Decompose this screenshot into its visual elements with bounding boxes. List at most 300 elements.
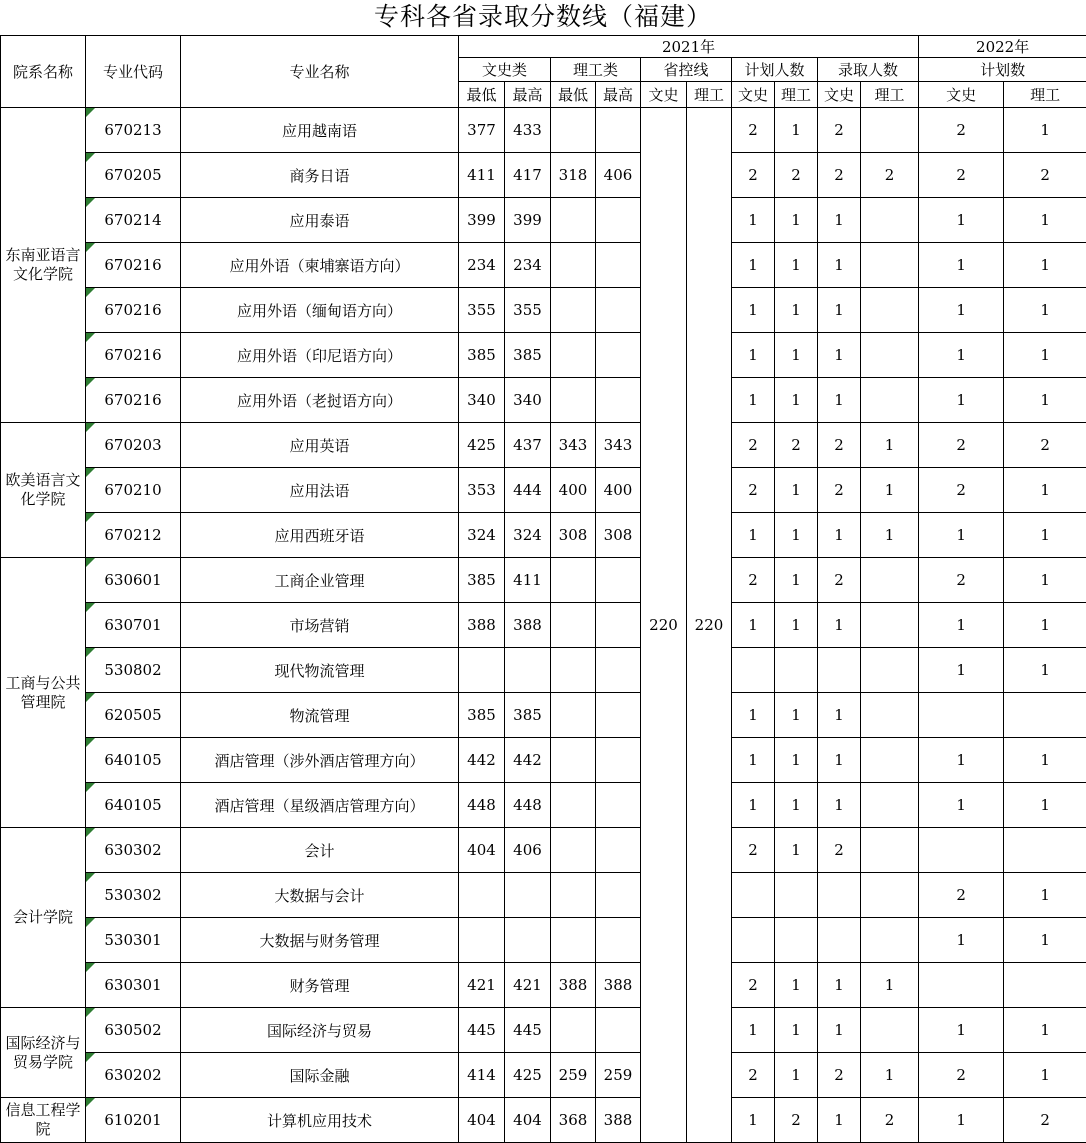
ligong-max-cell[interactable]: [596, 108, 641, 153]
wenshi-max-cell[interactable]: [505, 648, 551, 693]
major-name-cell[interactable]: 应用泰语: [181, 198, 459, 243]
ligong-max-cell[interactable]: 308: [596, 513, 641, 558]
plan2022-wenshi-cell[interactable]: 1: [919, 198, 1004, 243]
wenshi-min-cell[interactable]: 353: [459, 468, 505, 513]
admit-ligong-cell[interactable]: [861, 558, 919, 603]
plan2022-wenshi-cell[interactable]: 2: [919, 1053, 1004, 1098]
admit-ligong-cell[interactable]: [861, 828, 919, 873]
plan-ligong-cell[interactable]: 1: [775, 738, 818, 783]
major-code-cell[interactable]: 630301: [86, 963, 181, 1008]
wenshi-min-cell[interactable]: 385: [459, 558, 505, 603]
plan-wenshi-cell[interactable]: 1: [732, 693, 775, 738]
plan-ligong-cell[interactable]: 2: [775, 1098, 818, 1143]
admit-wenshi-cell[interactable]: 1: [818, 333, 861, 378]
header-line-wenshi[interactable]: 文史: [641, 82, 687, 108]
wenshi-max-cell[interactable]: 406: [505, 828, 551, 873]
plan2022-ligong-cell[interactable]: 1: [1004, 333, 1086, 378]
plan-ligong-cell[interactable]: 1: [775, 243, 818, 288]
admit-wenshi-cell[interactable]: 2: [818, 828, 861, 873]
wenshi-min-cell[interactable]: 448: [459, 783, 505, 828]
admit-wenshi-cell[interactable]: 1: [818, 198, 861, 243]
ligong-min-cell[interactable]: [551, 918, 596, 963]
ligong-max-cell[interactable]: [596, 873, 641, 918]
plan2022-ligong-cell[interactable]: 1: [1004, 558, 1086, 603]
wenshi-max-cell[interactable]: 425: [505, 1053, 551, 1098]
plan2022-ligong-cell[interactable]: 1: [1004, 1053, 1086, 1098]
plan-wenshi-cell[interactable]: 1: [732, 198, 775, 243]
ligong-max-cell[interactable]: 343: [596, 423, 641, 468]
ligong-min-cell[interactable]: [551, 738, 596, 783]
wenshi-min-cell[interactable]: 355: [459, 288, 505, 333]
major-code-cell[interactable]: 630701: [86, 603, 181, 648]
admit-wenshi-cell[interactable]: 2: [818, 558, 861, 603]
ligong-min-cell[interactable]: [551, 378, 596, 423]
admit-wenshi-cell[interactable]: 1: [818, 288, 861, 333]
ligong-min-cell[interactable]: 388: [551, 963, 596, 1008]
plan2022-wenshi-cell[interactable]: 1: [919, 288, 1004, 333]
header-line-ligong[interactable]: 理工: [687, 82, 732, 108]
plan2022-wenshi-cell[interactable]: 1: [919, 333, 1004, 378]
major-code-cell[interactable]: 670205: [86, 153, 181, 198]
province-line-wenshi-cell[interactable]: 220: [641, 108, 687, 1143]
plan2022-wenshi-cell[interactable]: 2: [919, 153, 1004, 198]
ligong-min-cell[interactable]: 308: [551, 513, 596, 558]
header-2022-wenshi[interactable]: 文史: [919, 82, 1004, 108]
wenshi-min-cell[interactable]: 445: [459, 1008, 505, 1053]
plan-ligong-cell[interactable]: 1: [775, 378, 818, 423]
header-plan-count-2022[interactable]: 计划数: [919, 58, 1086, 82]
header-2022-ligong[interactable]: 理工: [1004, 82, 1086, 108]
ligong-min-cell[interactable]: [551, 198, 596, 243]
admit-wenshi-cell[interactable]: [818, 873, 861, 918]
plan-ligong-cell[interactable]: 1: [775, 1008, 818, 1053]
plan2022-wenshi-cell[interactable]: [919, 963, 1004, 1008]
major-name-cell[interactable]: 应用英语: [181, 423, 459, 468]
wenshi-min-cell[interactable]: 385: [459, 333, 505, 378]
wenshi-max-cell[interactable]: [505, 873, 551, 918]
major-name-cell[interactable]: 现代物流管理: [181, 648, 459, 693]
plan2022-ligong-cell[interactable]: 1: [1004, 378, 1086, 423]
ligong-min-cell[interactable]: [551, 603, 596, 648]
major-name-cell[interactable]: 商务日语: [181, 153, 459, 198]
header-year-2022[interactable]: 2022年: [919, 36, 1086, 58]
plan-ligong-cell[interactable]: [775, 648, 818, 693]
dept-name-cell[interactable]: 东南亚语言文化学院: [1, 108, 86, 423]
wenshi-max-cell[interactable]: 442: [505, 738, 551, 783]
plan-wenshi-cell[interactable]: 1: [732, 333, 775, 378]
major-name-cell[interactable]: 工商企业管理: [181, 558, 459, 603]
admit-wenshi-cell[interactable]: 2: [818, 108, 861, 153]
plan2022-wenshi-cell[interactable]: [919, 828, 1004, 873]
plan2022-ligong-cell[interactable]: 1: [1004, 738, 1086, 783]
wenshi-max-cell[interactable]: 448: [505, 783, 551, 828]
ligong-min-cell[interactable]: 343: [551, 423, 596, 468]
plan-wenshi-cell[interactable]: 1: [732, 243, 775, 288]
major-name-cell[interactable]: 大数据与会计: [181, 873, 459, 918]
plan-ligong-cell[interactable]: 1: [775, 108, 818, 153]
major-name-cell[interactable]: 应用越南语: [181, 108, 459, 153]
plan2022-wenshi-cell[interactable]: 1: [919, 738, 1004, 783]
plan-wenshi-cell[interactable]: 2: [732, 108, 775, 153]
wenshi-min-cell[interactable]: 404: [459, 828, 505, 873]
admit-wenshi-cell[interactable]: 1: [818, 1008, 861, 1053]
wenshi-min-cell[interactable]: 399: [459, 198, 505, 243]
plan2022-wenshi-cell[interactable]: 1: [919, 648, 1004, 693]
plan-wenshi-cell[interactable]: 1: [732, 513, 775, 558]
major-code-cell[interactable]: 530302: [86, 873, 181, 918]
wenshi-max-cell[interactable]: [505, 918, 551, 963]
major-code-cell[interactable]: 670216: [86, 243, 181, 288]
wenshi-max-cell[interactable]: 421: [505, 963, 551, 1008]
plan2022-ligong-cell[interactable]: 1: [1004, 513, 1086, 558]
wenshi-max-cell[interactable]: 388: [505, 603, 551, 648]
plan2022-ligong-cell[interactable]: 1: [1004, 873, 1086, 918]
plan-wenshi-cell[interactable]: [732, 918, 775, 963]
admit-ligong-cell[interactable]: [861, 783, 919, 828]
plan2022-wenshi-cell[interactable]: 1: [919, 603, 1004, 648]
ligong-max-cell[interactable]: [596, 738, 641, 783]
plan-ligong-cell[interactable]: 1: [775, 558, 818, 603]
plan-ligong-cell[interactable]: 1: [775, 513, 818, 558]
plan-wenshi-cell[interactable]: 1: [732, 1098, 775, 1143]
admit-wenshi-cell[interactable]: 1: [818, 243, 861, 288]
admit-ligong-cell[interactable]: [861, 288, 919, 333]
wenshi-min-cell[interactable]: [459, 918, 505, 963]
major-code-cell[interactable]: 670216: [86, 288, 181, 333]
plan2022-wenshi-cell[interactable]: 1: [919, 513, 1004, 558]
dept-name-cell[interactable]: 信息工程学院: [1, 1098, 86, 1143]
admit-ligong-cell[interactable]: [861, 693, 919, 738]
ligong-min-cell[interactable]: 318: [551, 153, 596, 198]
ligong-max-cell[interactable]: [596, 783, 641, 828]
header-wenshi-class[interactable]: 文史类: [459, 58, 551, 82]
wenshi-max-cell[interactable]: 444: [505, 468, 551, 513]
header-plan-ligong[interactable]: 理工: [775, 82, 818, 108]
ligong-max-cell[interactable]: [596, 603, 641, 648]
plan2022-wenshi-cell[interactable]: 2: [919, 108, 1004, 153]
major-code-cell[interactable]: 630502: [86, 1008, 181, 1053]
admit-wenshi-cell[interactable]: 1: [818, 783, 861, 828]
ligong-max-cell[interactable]: 400: [596, 468, 641, 513]
plan2022-ligong-cell[interactable]: 1: [1004, 198, 1086, 243]
admit-wenshi-cell[interactable]: 1: [818, 963, 861, 1008]
plan-wenshi-cell[interactable]: 2: [732, 468, 775, 513]
major-name-cell[interactable]: 计算机应用技术: [181, 1098, 459, 1143]
ligong-max-cell[interactable]: [596, 918, 641, 963]
plan-wenshi-cell[interactable]: [732, 648, 775, 693]
major-name-cell[interactable]: 应用法语: [181, 468, 459, 513]
plan-ligong-cell[interactable]: 2: [775, 423, 818, 468]
wenshi-max-cell[interactable]: 445: [505, 1008, 551, 1053]
major-code-cell[interactable]: 670216: [86, 378, 181, 423]
admit-wenshi-cell[interactable]: 2: [818, 468, 861, 513]
plan2022-ligong-cell[interactable]: 1: [1004, 918, 1086, 963]
header-admit-wenshi[interactable]: 文史: [818, 82, 861, 108]
ligong-min-cell[interactable]: [551, 873, 596, 918]
wenshi-min-cell[interactable]: 377: [459, 108, 505, 153]
plan2022-wenshi-cell[interactable]: 2: [919, 468, 1004, 513]
major-code-cell[interactable]: 530301: [86, 918, 181, 963]
ligong-min-cell[interactable]: [551, 1008, 596, 1053]
admit-ligong-cell[interactable]: 1: [861, 513, 919, 558]
admit-ligong-cell[interactable]: 2: [861, 1098, 919, 1143]
ligong-min-cell[interactable]: [551, 288, 596, 333]
dept-name-cell[interactable]: 会计学院: [1, 828, 86, 1008]
header-wenshi-min[interactable]: 最低: [459, 82, 505, 108]
wenshi-min-cell[interactable]: 385: [459, 693, 505, 738]
ligong-max-cell[interactable]: 259: [596, 1053, 641, 1098]
admit-ligong-cell[interactable]: [861, 648, 919, 693]
plan-ligong-cell[interactable]: 1: [775, 288, 818, 333]
major-code-cell[interactable]: 670214: [86, 198, 181, 243]
plan-wenshi-cell[interactable]: 2: [732, 963, 775, 1008]
plan2022-wenshi-cell[interactable]: 1: [919, 1008, 1004, 1053]
plan-wenshi-cell[interactable]: 2: [732, 828, 775, 873]
plan2022-ligong-cell[interactable]: 2: [1004, 153, 1086, 198]
plan2022-ligong-cell[interactable]: 1: [1004, 783, 1086, 828]
wenshi-min-cell[interactable]: 324: [459, 513, 505, 558]
admit-ligong-cell[interactable]: [861, 198, 919, 243]
plan2022-ligong-cell[interactable]: 1: [1004, 243, 1086, 288]
plan2022-wenshi-cell[interactable]: 1: [919, 918, 1004, 963]
plan2022-wenshi-cell[interactable]: 1: [919, 378, 1004, 423]
major-code-cell[interactable]: 670213: [86, 108, 181, 153]
admit-ligong-cell[interactable]: 1: [861, 1053, 919, 1098]
admit-ligong-cell[interactable]: 1: [861, 423, 919, 468]
wenshi-max-cell[interactable]: 385: [505, 333, 551, 378]
wenshi-min-cell[interactable]: 421: [459, 963, 505, 1008]
plan-ligong-cell[interactable]: 1: [775, 333, 818, 378]
plan2022-ligong-cell[interactable]: [1004, 963, 1086, 1008]
plan-ligong-cell[interactable]: 1: [775, 963, 818, 1008]
plan2022-ligong-cell[interactable]: [1004, 693, 1086, 738]
plan-wenshi-cell[interactable]: 1: [732, 738, 775, 783]
admit-wenshi-cell[interactable]: 1: [818, 1098, 861, 1143]
major-name-cell[interactable]: 大数据与财务管理: [181, 918, 459, 963]
dept-name-cell[interactable]: 工商与公共管理院: [1, 558, 86, 828]
plan2022-wenshi-cell[interactable]: 1: [919, 783, 1004, 828]
wenshi-min-cell[interactable]: 340: [459, 378, 505, 423]
admit-ligong-cell[interactable]: [861, 333, 919, 378]
major-name-cell[interactable]: 酒店管理（涉外酒店管理方向）: [181, 738, 459, 783]
wenshi-max-cell[interactable]: 324: [505, 513, 551, 558]
ligong-max-cell[interactable]: [596, 558, 641, 603]
ligong-max-cell[interactable]: [596, 1008, 641, 1053]
province-line-ligong-cell[interactable]: 220: [687, 108, 732, 1143]
ligong-min-cell[interactable]: [551, 828, 596, 873]
ligong-min-cell[interactable]: 400: [551, 468, 596, 513]
admit-ligong-cell[interactable]: [861, 738, 919, 783]
plan-wenshi-cell[interactable]: 1: [732, 288, 775, 333]
ligong-max-cell[interactable]: [596, 693, 641, 738]
major-name-cell[interactable]: 财务管理: [181, 963, 459, 1008]
admit-wenshi-cell[interactable]: 2: [818, 153, 861, 198]
major-name-cell[interactable]: 应用外语（老挝语方向）: [181, 378, 459, 423]
ligong-min-cell[interactable]: [551, 558, 596, 603]
ligong-max-cell[interactable]: [596, 333, 641, 378]
header-province-line[interactable]: 省控线: [641, 58, 732, 82]
ligong-min-cell[interactable]: 368: [551, 1098, 596, 1143]
plan-wenshi-cell[interactable]: 1: [732, 783, 775, 828]
plan2022-ligong-cell[interactable]: [1004, 828, 1086, 873]
major-code-cell[interactable]: 630601: [86, 558, 181, 603]
ligong-min-cell[interactable]: [551, 648, 596, 693]
major-name-cell[interactable]: 国际金融: [181, 1053, 459, 1098]
wenshi-max-cell[interactable]: 404: [505, 1098, 551, 1143]
admit-ligong-cell[interactable]: 1: [861, 468, 919, 513]
ligong-max-cell[interactable]: 388: [596, 1098, 641, 1143]
plan-ligong-cell[interactable]: 1: [775, 828, 818, 873]
major-code-cell[interactable]: 620505: [86, 693, 181, 738]
plan2022-ligong-cell[interactable]: 1: [1004, 603, 1086, 648]
ligong-min-cell[interactable]: [551, 783, 596, 828]
major-name-cell[interactable]: 市场营销: [181, 603, 459, 648]
ligong-max-cell[interactable]: [596, 288, 641, 333]
plan-ligong-cell[interactable]: 2: [775, 153, 818, 198]
major-name-cell[interactable]: 应用西班牙语: [181, 513, 459, 558]
admit-ligong-cell[interactable]: 1: [861, 963, 919, 1008]
header-major[interactable]: 专业名称: [181, 36, 459, 108]
wenshi-max-cell[interactable]: 411: [505, 558, 551, 603]
header-admit-count[interactable]: 录取人数: [818, 58, 919, 82]
admit-wenshi-cell[interactable]: 1: [818, 738, 861, 783]
admit-ligong-cell[interactable]: [861, 108, 919, 153]
ligong-min-cell[interactable]: 259: [551, 1053, 596, 1098]
admit-wenshi-cell[interactable]: 1: [818, 378, 861, 423]
plan2022-ligong-cell[interactable]: 1: [1004, 108, 1086, 153]
wenshi-min-cell[interactable]: 404: [459, 1098, 505, 1143]
major-name-cell[interactable]: 物流管理: [181, 693, 459, 738]
admit-wenshi-cell[interactable]: [818, 648, 861, 693]
wenshi-min-cell[interactable]: [459, 648, 505, 693]
wenshi-min-cell[interactable]: [459, 873, 505, 918]
ligong-min-cell[interactable]: [551, 693, 596, 738]
plan-wenshi-cell[interactable]: 2: [732, 153, 775, 198]
plan-ligong-cell[interactable]: 1: [775, 468, 818, 513]
ligong-min-cell[interactable]: [551, 108, 596, 153]
admit-ligong-cell[interactable]: 2: [861, 153, 919, 198]
plan2022-ligong-cell[interactable]: 1: [1004, 1008, 1086, 1053]
admit-wenshi-cell[interactable]: 2: [818, 423, 861, 468]
header-ligong-min[interactable]: 最低: [551, 82, 596, 108]
header-ligong-class[interactable]: 理工类: [551, 58, 641, 82]
admit-wenshi-cell[interactable]: 1: [818, 693, 861, 738]
plan2022-wenshi-cell[interactable]: 2: [919, 873, 1004, 918]
major-code-cell[interactable]: 630202: [86, 1053, 181, 1098]
ligong-max-cell[interactable]: [596, 828, 641, 873]
plan-ligong-cell[interactable]: 1: [775, 603, 818, 648]
wenshi-min-cell[interactable]: 411: [459, 153, 505, 198]
plan-wenshi-cell[interactable]: 2: [732, 423, 775, 468]
plan2022-ligong-cell[interactable]: 1: [1004, 648, 1086, 693]
wenshi-min-cell[interactable]: 234: [459, 243, 505, 288]
major-name-cell[interactable]: 国际经济与贸易: [181, 1008, 459, 1053]
admit-ligong-cell[interactable]: [861, 243, 919, 288]
header-wenshi-max[interactable]: 最高: [505, 82, 551, 108]
plan-ligong-cell[interactable]: 1: [775, 783, 818, 828]
plan2022-ligong-cell[interactable]: 2: [1004, 1098, 1086, 1143]
plan2022-ligong-cell[interactable]: 1: [1004, 288, 1086, 333]
major-code-cell[interactable]: 610201: [86, 1098, 181, 1143]
major-name-cell[interactable]: 酒店管理（星级酒店管理方向）: [181, 783, 459, 828]
ligong-max-cell[interactable]: 388: [596, 963, 641, 1008]
wenshi-max-cell[interactable]: 234: [505, 243, 551, 288]
header-admit-ligong[interactable]: 理工: [861, 82, 919, 108]
ligong-min-cell[interactable]: [551, 333, 596, 378]
plan-ligong-cell[interactable]: 1: [775, 198, 818, 243]
plan-wenshi-cell[interactable]: 1: [732, 603, 775, 648]
ligong-max-cell[interactable]: [596, 648, 641, 693]
header-plan-count[interactable]: 计划人数: [732, 58, 818, 82]
plan-ligong-cell[interactable]: 1: [775, 693, 818, 738]
wenshi-max-cell[interactable]: 355: [505, 288, 551, 333]
plan2022-ligong-cell[interactable]: 2: [1004, 423, 1086, 468]
wenshi-min-cell[interactable]: 388: [459, 603, 505, 648]
major-code-cell[interactable]: 640105: [86, 783, 181, 828]
plan-ligong-cell[interactable]: 1: [775, 1053, 818, 1098]
wenshi-max-cell[interactable]: 433: [505, 108, 551, 153]
admit-ligong-cell[interactable]: [861, 378, 919, 423]
ligong-max-cell[interactable]: [596, 378, 641, 423]
admit-ligong-cell[interactable]: [861, 1008, 919, 1053]
plan-wenshi-cell[interactable]: 1: [732, 1008, 775, 1053]
wenshi-min-cell[interactable]: 442: [459, 738, 505, 783]
wenshi-max-cell[interactable]: 399: [505, 198, 551, 243]
major-code-cell[interactable]: 670210: [86, 468, 181, 513]
major-code-cell[interactable]: 630302: [86, 828, 181, 873]
admit-ligong-cell[interactable]: [861, 918, 919, 963]
ligong-min-cell[interactable]: [551, 243, 596, 288]
admit-wenshi-cell[interactable]: 1: [818, 513, 861, 558]
admit-ligong-cell[interactable]: [861, 873, 919, 918]
major-name-cell[interactable]: 应用外语（印尼语方向）: [181, 333, 459, 378]
major-name-cell[interactable]: 应用外语（柬埔寨语方向）: [181, 243, 459, 288]
plan-ligong-cell[interactable]: [775, 873, 818, 918]
major-code-cell[interactable]: 670212: [86, 513, 181, 558]
ligong-max-cell[interactable]: [596, 243, 641, 288]
wenshi-max-cell[interactable]: 340: [505, 378, 551, 423]
plan2022-wenshi-cell[interactable]: 2: [919, 423, 1004, 468]
plan2022-wenshi-cell[interactable]: 1: [919, 243, 1004, 288]
wenshi-min-cell[interactable]: 414: [459, 1053, 505, 1098]
major-name-cell[interactable]: 应用外语（缅甸语方向）: [181, 288, 459, 333]
admit-wenshi-cell[interactable]: [818, 918, 861, 963]
plan2022-ligong-cell[interactable]: 1: [1004, 468, 1086, 513]
wenshi-max-cell[interactable]: 417: [505, 153, 551, 198]
plan-ligong-cell[interactable]: [775, 918, 818, 963]
admit-ligong-cell[interactable]: [861, 603, 919, 648]
plan2022-wenshi-cell[interactable]: 2: [919, 558, 1004, 603]
dept-name-cell[interactable]: 国际经济与贸易学院: [1, 1008, 86, 1098]
dept-name-cell[interactable]: 欧美语言文化学院: [1, 423, 86, 558]
header-code[interactable]: 专业代码: [86, 36, 181, 108]
wenshi-max-cell[interactable]: 437: [505, 423, 551, 468]
major-code-cell[interactable]: 670203: [86, 423, 181, 468]
plan2022-wenshi-cell[interactable]: 1: [919, 1098, 1004, 1143]
plan-wenshi-cell[interactable]: 2: [732, 558, 775, 603]
major-code-cell[interactable]: 530802: [86, 648, 181, 693]
admit-wenshi-cell[interactable]: 2: [818, 1053, 861, 1098]
major-code-cell[interactable]: 670216: [86, 333, 181, 378]
ligong-max-cell[interactable]: 406: [596, 153, 641, 198]
admit-wenshi-cell[interactable]: 1: [818, 603, 861, 648]
plan-wenshi-cell[interactable]: 1: [732, 378, 775, 423]
header-dept[interactable]: 院系名称: [1, 36, 86, 108]
wenshi-min-cell[interactable]: 425: [459, 423, 505, 468]
header-ligong-max[interactable]: 最高: [596, 82, 641, 108]
plan-wenshi-cell[interactable]: [732, 873, 775, 918]
wenshi-max-cell[interactable]: 385: [505, 693, 551, 738]
